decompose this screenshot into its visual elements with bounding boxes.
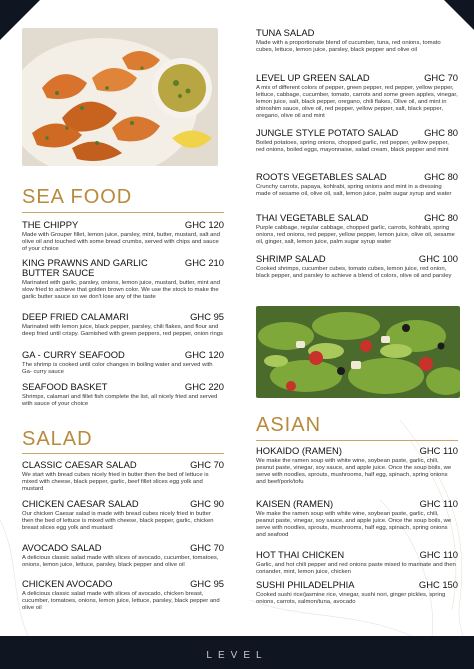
item-name: JUNGLE STYLE POTATO SALAD	[256, 127, 399, 138]
item-price: GHC 70	[190, 459, 224, 470]
item-name: HOKAIDO (RAMEN)	[256, 445, 342, 456]
item-name: DEEP FRIED CALAMARI	[22, 311, 129, 322]
item-price: GHC 120	[184, 349, 224, 360]
menu-item	[256, 128, 458, 154]
section-title-seafood: SEA FOOD	[22, 186, 133, 208]
item-name: LEVEL UP GREEN SALAD	[256, 72, 370, 83]
green-salad-photo	[256, 306, 460, 398]
brand-logo: LEVEL	[206, 650, 268, 661]
item-name: HOT THAI CHICKEN	[256, 549, 345, 560]
item-price: GHC 70	[190, 542, 224, 553]
item-description: Made with Grouper fillet, lemon juice, parsley, mint, butter, mustard, salt and olive oil and touched with some bread crumbs, served with chips and sauce of your choice	[22, 231, 220, 252]
item-price: GHC 95	[190, 578, 224, 589]
menu-item	[22, 460, 224, 493]
grilled-shrimp-photo	[22, 28, 218, 166]
item-description: Purple cabbage, regular cabbage, chopped garlic, carrots, kohlrabi, spring onions, red onions, red pepper, yellow pepper, lemon juice, olive oil, sesame oil, ginger, salt, lemon juice, palm sugar syrup water	[256, 224, 455, 245]
item-description: Marinated with garlic, parsley, onions, lemon juice, mustard, butter, mint and slow fried to achieve that golden brown color. We use the stock to make the garlic butter sauce so we don't lose any of the taste	[22, 279, 220, 300]
item-description: Garlic, and hot chili pepper and red onions paste mixed to marinate and then coriander, mint, lemon juice, chicken	[256, 561, 456, 575]
section-title-salad: SALAD	[22, 428, 93, 450]
item-price: GHC 70	[424, 72, 458, 83]
corner-decoration-top-right	[444, 0, 474, 30]
item-description: We start with bread cubes nicely fried in butter then the bed of lettuce is mixed with cheese, black pepper, garlic, beef fillet slices egg yolk and mustard	[22, 471, 209, 492]
section-divider	[22, 453, 224, 454]
menu-item	[256, 28, 458, 54]
menu-item	[256, 254, 458, 280]
item-price: GHC 220	[184, 381, 224, 392]
section-divider	[256, 440, 458, 441]
menu-item	[22, 543, 224, 569]
item-description: Crunchy carrots, papaya, kohlrabi, spring onions and mint in a dressing made of sesame oil, olive oil, salt, lemon juice, palm sugar syrup and water	[256, 183, 452, 197]
item-name: AVOCADO SALAD	[22, 542, 102, 553]
item-name: THAI VEGETABLE SALAD	[256, 212, 369, 223]
item-name: THE CHIPPY	[22, 219, 79, 230]
menu-item	[256, 550, 458, 576]
item-description: Marinated with lemon juice, black pepper, parsley, chili flakes, and flour and deep fried until crispy. Garnished with green peppers, red pepper, onion rings	[22, 323, 223, 337]
item-description: Made with a proportionate blend of cucumber, tuna, red onions, tomato cubes, lettuce, lemon juice, parsley, black pepper and olive oil	[256, 39, 441, 53]
item-description: The shrimp is cooked until color changes in boiling water and served with Ga- curry sauce	[22, 361, 213, 375]
item-price: GHC 80	[424, 171, 458, 182]
menu-item	[22, 350, 224, 376]
item-name: SHRIMP SALAD	[256, 253, 326, 264]
item-name: ROOTS VEGETABLES SALAD	[256, 171, 387, 182]
menu-item	[22, 579, 224, 612]
section-divider	[22, 212, 224, 213]
item-price: GHC 95	[190, 311, 224, 322]
menu-item	[256, 73, 458, 120]
item-name: SUSHI PHILADELPHIA	[256, 579, 355, 590]
item-description: Shrimps, calamari and fillet fish complete the list, all nicely fried and served with sauce of your choice	[22, 393, 218, 407]
item-description: Our chicken Caesar salad is made with bread cubes nicely fried in butter then the bed of lettuce is mixed with cheese, black pepper, garlic, chicken breast slices egg yolk and mustard	[22, 510, 214, 531]
section-title-asian: ASIAN	[256, 414, 322, 436]
menu-item	[22, 312, 224, 338]
menu-item	[256, 499, 458, 539]
item-price: GHC 110	[419, 445, 458, 456]
item-price: GHC 80	[424, 212, 458, 223]
item-name: SEAFOOD BASKET	[22, 381, 108, 392]
item-name: KING PRAWNS AND GARLIC BUTTER SAUCE	[22, 257, 148, 278]
menu-item	[256, 172, 458, 198]
item-name: CHICKEN CAESAR SALAD	[22, 498, 139, 509]
menu-item	[22, 499, 224, 532]
item-description: Cooked sushi rice/jasmine rice, vinegar, sushi nori, ginger pickles, spring onions, carrots, salmon/tuna, avocado	[256, 591, 446, 605]
item-name: KAISEN (RAMEN)	[256, 498, 334, 509]
item-description: A mix of different colors of pepper, green pepper, red pepper, yellow pepper, lettuce, cabbage, cucumber, tomato, carrots and some green apples, vinegar, lemon juice, salt, black pepper, oregano, chili flakes, Olive oil, and mint in shiroshim sauce, olive oil, red pepper, yellow pepper, salt, black pepper, oregano, olive oil and mint	[256, 84, 458, 119]
item-description: We make the ramen soup with white wine, soybean paste, garlic, chili, peanut paste, vinegar, soy sauce, and apple juice. Once the soup boils, we serve with noodles, sprouts, mushrooms, half egg, spinach, spring onions and seafood	[256, 510, 452, 538]
item-name: CHICKEN AVOCADO	[22, 578, 113, 589]
item-price: GHC 110	[419, 549, 458, 560]
item-name: CLASSIC CAESAR SALAD	[22, 459, 137, 470]
item-price: GHC 120	[184, 219, 224, 230]
item-name: TUNA SALAD	[256, 27, 315, 38]
item-price: GHC 90	[190, 498, 224, 509]
item-price: GHC 100	[418, 253, 458, 264]
item-description: A delicious classic salad made with slices of avocado, chicken breast, cucumber, tomatoes, onions, lemon juice, lettuce, parsley, black pepper and olive oil	[22, 590, 220, 611]
item-price: GHC 110	[419, 498, 458, 509]
menu-item	[256, 580, 458, 606]
item-price: GHC 210	[184, 257, 224, 268]
item-price: GHC 80	[424, 127, 458, 138]
item-description: A delicious classic salad made with slices of avocado, cucumber, tomatoes, onions, lemon juice, lettuce, parsley, black pepper and olive oil	[22, 554, 219, 568]
item-description: Cooked shrimps, cucumber cubes, tomato cubes, lemon juice, red onion, black pepper, and parsley to achieve a blend of colors, olive oil and parsley	[256, 265, 452, 279]
item-name: GA - CURRY SEAFOOD	[22, 349, 125, 360]
menu-item	[22, 258, 224, 301]
menu-item	[256, 213, 458, 246]
menu-item	[22, 220, 224, 253]
item-description: We make the ramen soup with white wine, soybean paste, garlic, chili, peanut paste, vinegar, soy sauce, and apple juice. Once the soup boils, we serve with noodles, sprouts, mushrooms, half egg, spinach, spring onions and beef/pork/tofu	[256, 457, 452, 485]
menu-item	[22, 382, 224, 408]
menu-item	[256, 446, 458, 486]
item-description: Boiled potatoes, spring onions, chopped garlic, red pepper, yellow pepper, red onions, boiled eggs, mayonnaise, salad cream, black pepper and mint	[256, 139, 449, 153]
item-price: GHC 150	[418, 579, 458, 590]
